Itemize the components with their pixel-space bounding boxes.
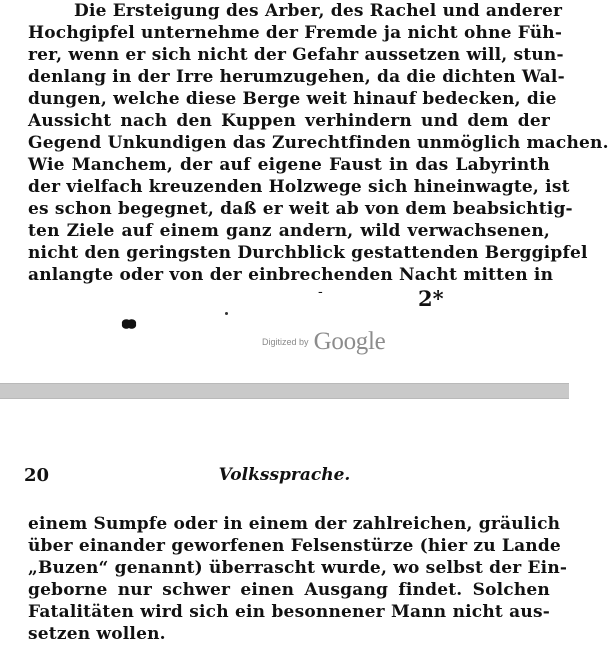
google-logo: Google — [313, 328, 386, 355]
text-line: Hochgipfel unternehme der Fremde ja nicht ohne Füh- — [28, 23, 563, 43]
text-line: rer, wenn er sich nicht der Gefahr aussetzen will, stun- — [28, 45, 564, 65]
text-line: Wie Manchem, der auf eigene Faust in das Labyrinth — [28, 155, 550, 175]
text-line: dungen, welche diese Berge weit hinauf bedecken, die — [28, 89, 557, 109]
text-line: es schon begegnet, daß er weit ab von dem beabsichtig- — [28, 199, 573, 219]
text-line: denlang in der Irre herumzugehen, da die dichten Wal- — [28, 67, 565, 87]
text-line: ten Ziele auf einem ganz andern, wild verwachsenen, — [28, 221, 550, 241]
text-line: über einander geworfenen Felsenstürze (hier zu Lande — [28, 536, 561, 556]
text-line: „Buzen“ genannt) überrascht wurde, wo selbst der Ein- — [28, 558, 568, 578]
text-line: Aussicht nach den Kuppen verhindern und dem der — [28, 111, 550, 131]
body-text-bottom — [28, 513, 568, 645]
text-line: setzen wollen. — [28, 624, 166, 644]
page-separator — [0, 383, 569, 399]
ink-speck — [225, 312, 228, 315]
text-line: anlangte oder von der einbrechenden Nacht mitten in — [28, 265, 554, 285]
signature-mark: 2* — [418, 286, 444, 311]
text-line: geborne nur schwer einen Ausgang findet. Solchen — [28, 580, 550, 600]
body-text-top — [28, 0, 609, 286]
digitized-prefix: Digitized by — [262, 337, 309, 347]
text-line: der vielfach kreuzenden Holzwege sich hineinwagte, ist — [28, 177, 570, 197]
page-number: 20 — [24, 465, 50, 486]
text-line: Gegend Unkundigen das Zurechtfinden unmöglich machen. — [28, 133, 609, 153]
running-head: Volkssprache. — [218, 465, 351, 485]
stray-dash: - — [318, 284, 323, 300]
text-line: einem Sumpfe oder in einem der zahlreichen, gräulich — [28, 514, 561, 534]
page-bottom — [0, 399, 569, 653]
ink-blot-icon — [120, 318, 138, 330]
text-line: nicht den geringsten Durchblick gestattenden Berggipfel — [28, 243, 588, 263]
text-line: Die Ersteigung des Arber, des Rachel und anderer — [74, 1, 563, 21]
digitized-by-google — [262, 328, 385, 356]
text-line: Fatalitäten wird sich ein besonnener Mann nicht aus- — [28, 602, 550, 622]
